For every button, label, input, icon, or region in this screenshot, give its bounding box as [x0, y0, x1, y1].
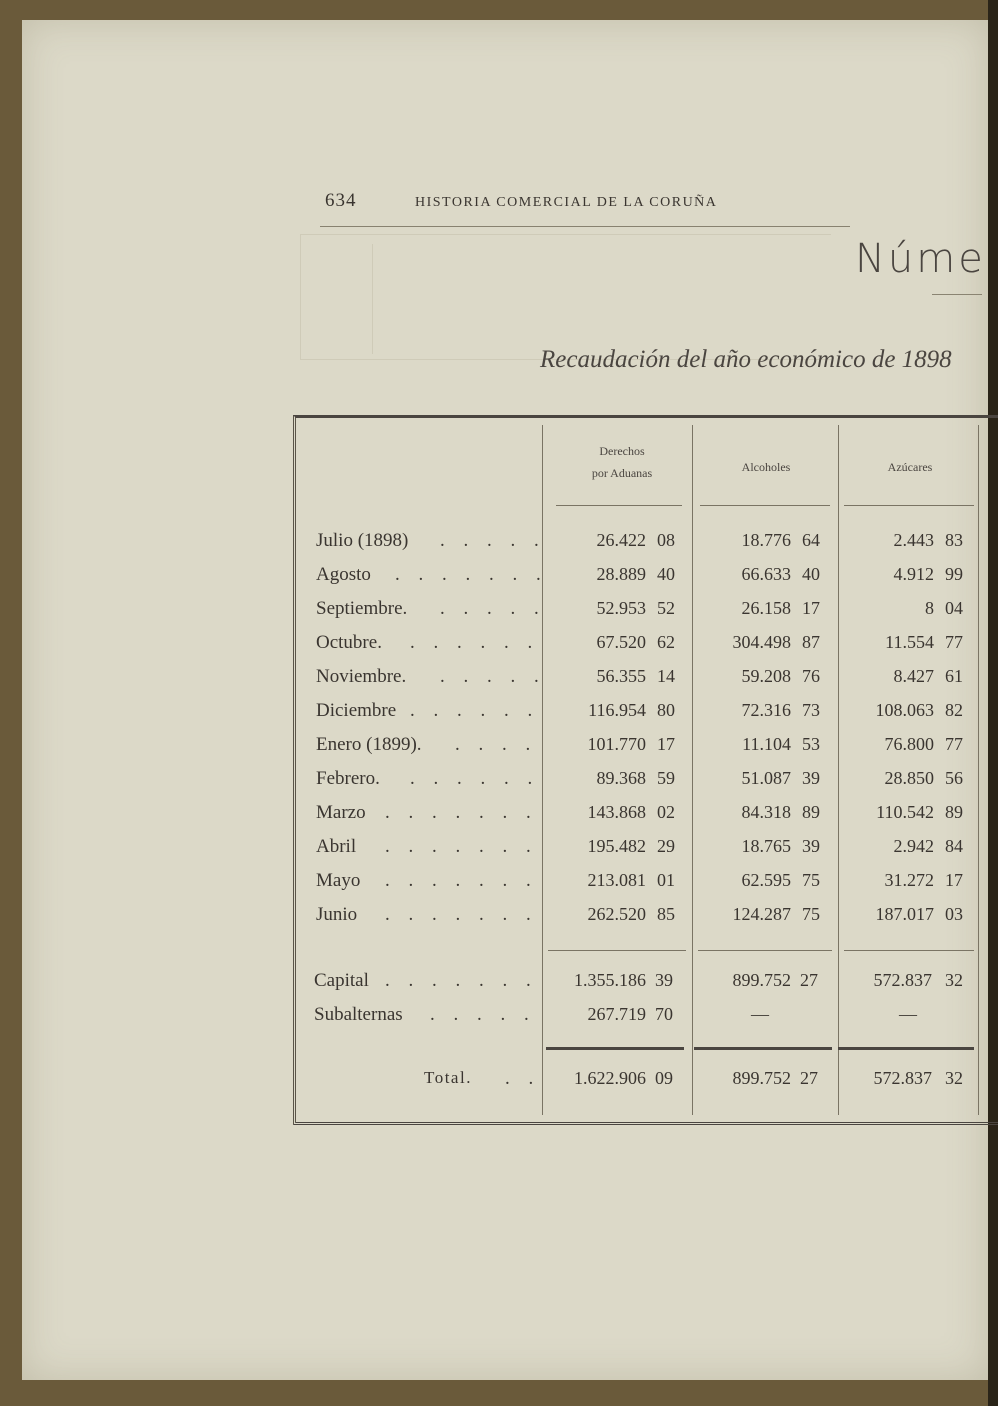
derechos-cents: 80 [657, 700, 675, 720]
alcoholes-amount: 72.316 [741, 700, 791, 720]
row-label: Diciembre [316, 700, 397, 721]
subtotal-row [0, 970, 998, 1004]
row-label: Noviembre. [316, 666, 407, 687]
leader-dots: . . . . . . . [385, 802, 538, 823]
azucares-amount: 31.272 [884, 870, 934, 890]
header-rule-3 [844, 505, 974, 506]
leader-dots: . . . . . . . [385, 870, 538, 891]
alcoholes-cents: 76 [802, 666, 820, 686]
azucares-cents: 03 [945, 904, 963, 924]
azucares-amount: 8.427 [893, 666, 934, 686]
leader-dots: . . . . . [440, 598, 546, 619]
leader-dots: . . [505, 1068, 541, 1089]
azucares-amount: 2.443 [893, 530, 934, 550]
row-label: Febrero. [316, 768, 380, 789]
derechos-cents: 85 [657, 904, 675, 924]
azucares-cents: 61 [945, 666, 963, 686]
leader-dots: . . . . . [430, 1004, 536, 1025]
azucares-cents: 99 [945, 564, 963, 584]
running-head [320, 190, 850, 227]
header-rule-2 [700, 505, 830, 506]
azucares-amount: 4.912 [893, 564, 934, 584]
row-label: Junio [316, 904, 358, 925]
derechos-cents: 08 [657, 530, 675, 550]
leader-dots: . . . . . . . [385, 836, 538, 857]
alcoholes-cents: 75 [802, 870, 820, 890]
total-rule-2 [694, 1047, 832, 1050]
alcoholes-cents: 73 [802, 700, 820, 720]
alcoholes-amount: 899.752 [732, 970, 791, 990]
row-label: Abril [316, 836, 357, 857]
derechos-amount: 143.868 [587, 802, 646, 822]
derechos-cents: 29 [657, 836, 675, 856]
azucares-cents: 89 [945, 802, 963, 822]
section-title: Núme [855, 236, 986, 282]
derechos-cents: 17 [657, 734, 675, 754]
table-row [0, 530, 998, 564]
azucares-cents: 82 [945, 700, 963, 720]
page-number: 634 [325, 190, 357, 211]
col-header-azucares: Azúcares [887, 460, 933, 474]
alcoholes-cents: 39 [802, 836, 820, 856]
row-label: Septiembre. [316, 598, 408, 619]
table-row [0, 734, 998, 768]
derechos-amount: 1.622.906 [574, 1068, 646, 1088]
alcoholes-amount: 899.752 [732, 1068, 791, 1088]
row-label: Octubre. [316, 632, 382, 653]
alcoholes-amount: 66.633 [741, 564, 791, 584]
derechos-amount: 52.953 [596, 598, 646, 618]
derechos-amount: 116.954 [588, 700, 646, 720]
derechos-amount: 267.719 [587, 1004, 646, 1024]
azucares-amount: 108.063 [875, 700, 934, 720]
leader-dots: . . . . . . [410, 632, 540, 653]
alcoholes-cents: 87 [802, 632, 820, 652]
azucares-dash: — [899, 1004, 917, 1024]
derechos-cents: 59 [657, 768, 675, 788]
derechos-amount: 89.368 [596, 768, 646, 788]
total-rule-3 [838, 1047, 974, 1050]
alcoholes-amount: 62.595 [741, 870, 791, 890]
derechos-cents: 39 [655, 970, 673, 990]
alcoholes-amount: 18.765 [741, 836, 791, 856]
alcoholes-cents: 39 [802, 768, 820, 788]
derechos-cents: 14 [657, 666, 675, 686]
derechos-cents: 70 [655, 1004, 673, 1024]
col-header-derechos [552, 440, 692, 484]
azucares-amount: 76.800 [884, 734, 934, 754]
alcoholes-cents: 75 [802, 904, 820, 924]
azucares-cents: 17 [945, 870, 963, 890]
derechos-amount: 28.889 [596, 564, 646, 584]
alcoholes-amount: 124.287 [732, 904, 791, 924]
table-row [0, 768, 998, 802]
subtotal-rule-2 [698, 950, 832, 951]
leader-dots: . . . . . . [410, 768, 540, 789]
table-row [0, 836, 998, 870]
row-label: Mayo [316, 870, 361, 891]
alcoholes-dash: — [751, 1004, 769, 1024]
alcoholes-amount: 304.498 [732, 632, 791, 652]
running-title: HISTORIA COMERCIAL DE LA CORUÑA [415, 195, 718, 210]
derechos-amount: 67.520 [596, 632, 646, 652]
total-rule-1 [546, 1047, 684, 1050]
leader-dots: . . . . . . [410, 700, 540, 721]
table-row [0, 632, 998, 666]
azucares-amount: 8 [925, 598, 934, 618]
derechos-amount: 213.081 [587, 870, 646, 890]
azucares-cents: 32 [945, 970, 963, 990]
azucares-amount: 110.542 [876, 802, 934, 822]
total-label: Total. [424, 1068, 472, 1087]
col-header-alcoholes: Alcoholes [741, 460, 791, 474]
table-row [0, 700, 998, 734]
table-row [0, 598, 998, 632]
alcoholes-cents: 53 [802, 734, 820, 754]
leader-dots: . . . . . [440, 666, 546, 687]
subtotal-row [0, 1004, 998, 1038]
subtotal-rule-3 [844, 950, 974, 951]
derechos-amount: 101.770 [587, 734, 646, 754]
azucares-cents: 04 [945, 598, 963, 618]
alcoholes-amount: 59.208 [741, 666, 791, 686]
table-row [0, 870, 998, 904]
alcoholes-cents: 17 [802, 598, 820, 618]
alcoholes-amount: 11.104 [742, 734, 791, 754]
title-rule [932, 294, 982, 295]
table-row [0, 904, 998, 938]
alcoholes-amount: 84.318 [741, 802, 791, 822]
derechos-amount: 262.520 [587, 904, 646, 924]
derechos-amount: 195.482 [587, 836, 646, 856]
faint-frame [300, 234, 831, 360]
derechos-cents: 01 [657, 870, 675, 890]
derechos-cents: 62 [657, 632, 675, 652]
alcoholes-amount: 51.087 [741, 768, 791, 788]
azucares-cents: 32 [945, 1068, 963, 1088]
azucares-amount: 572.837 [873, 970, 932, 990]
derechos-cents: 40 [657, 564, 675, 584]
alcoholes-amount: 26.158 [741, 598, 791, 618]
derechos-cents: 09 [655, 1068, 673, 1088]
alcoholes-cents: 27 [800, 970, 818, 990]
alcoholes-cents: 27 [800, 1068, 818, 1088]
derechos-amount: 1.355.186 [574, 970, 646, 990]
leader-dots: . . . . [455, 734, 538, 755]
leader-dots: . . . . . . . [385, 904, 538, 925]
row-label: Agosto [316, 564, 371, 585]
azucares-cents: 77 [945, 734, 963, 754]
header-rule-1 [556, 505, 682, 506]
table-row [0, 564, 998, 598]
row-label: Enero (1899). [316, 734, 422, 755]
azucares-amount: 28.850 [884, 768, 934, 788]
azucares-cents: 77 [945, 632, 963, 652]
alcoholes-amount: 18.776 [741, 530, 791, 550]
azucares-amount: 187.017 [875, 904, 934, 924]
derechos-amount: 26.422 [596, 530, 646, 550]
table-row [0, 666, 998, 700]
derechos-cents: 02 [657, 802, 675, 822]
alcoholes-cents: 64 [802, 530, 820, 550]
row-label: Capital [314, 970, 369, 991]
col-header-derechos-line1: Derechos [599, 444, 645, 458]
azucares-amount: 2.942 [893, 836, 934, 856]
leader-dots: . . . . . . . [395, 564, 548, 585]
azucares-cents: 84 [945, 836, 963, 856]
azucares-amount: 572.837 [873, 1068, 932, 1088]
azucares-cents: 56 [945, 768, 963, 788]
alcoholes-cents: 40 [802, 564, 820, 584]
derechos-cents: 52 [657, 598, 675, 618]
row-label: Julio (1898) [316, 530, 409, 551]
azucares-amount: 11.554 [885, 632, 934, 652]
table-title: Recaudación del año económico de 1898 [540, 346, 952, 373]
row-label: Marzo [316, 802, 366, 823]
azucares-cents: 83 [945, 530, 963, 550]
table-row [0, 802, 998, 836]
row-label: Subalternas [314, 1004, 403, 1025]
faint-divider [372, 244, 373, 354]
alcoholes-cents: 89 [802, 802, 820, 822]
leader-dots: . . . . . [440, 530, 546, 551]
leader-dots: . . . . . . . [385, 970, 538, 991]
subtotal-rule-1 [548, 950, 686, 951]
col-header-derechos-line2: por Aduanas [591, 466, 653, 480]
derechos-amount: 56.355 [596, 666, 646, 686]
total-row [0, 1068, 998, 1102]
